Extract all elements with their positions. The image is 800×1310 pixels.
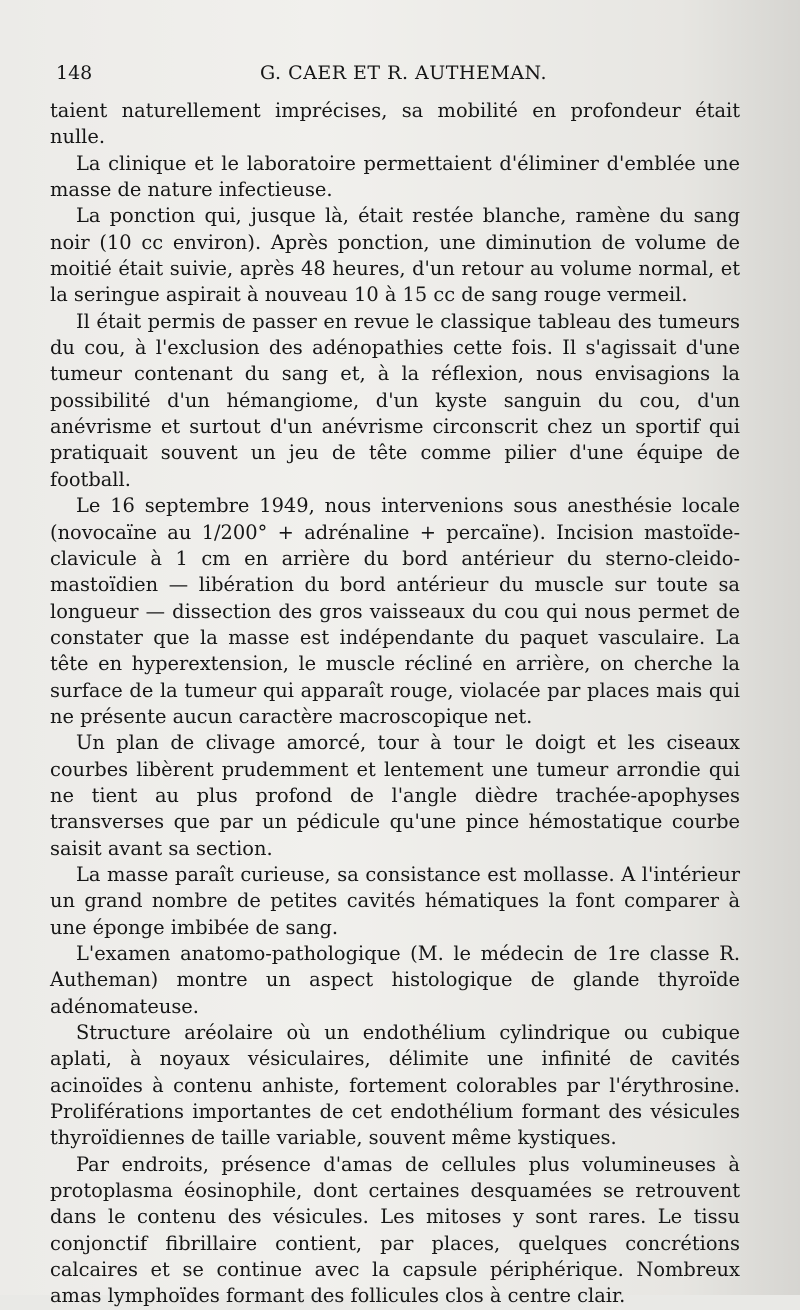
paragraph: Structure aréolaire où un endothélium cylindrique ou cubique aplati, à noyaux vésiculaires, délimite une infinité de cavités acinoïdes à contenu anhiste, fortement colorables par l'érythrosine. Proliférations importantes de cet endothélium formant des vésicules thyroïdiennes de taille variable, souvent même kystiques.: [50, 1021, 740, 1150]
body-text: [50, 98, 740, 1310]
paragraph: La clinique et le laboratoire permettaient d'éliminer d'emblée une masse de nature infectieuse.: [50, 151, 740, 202]
paragraph: Un plan de clivage amorcé, tour à tour le doigt et les ciseaux courbes libèrent prudemment et lentement une tumeur arrondie qui ne tient au plus profond de l'angle dièdre trachée-apophyses transverses que par un pédicule qu'une pince hémostatique courbe saisit avant sa section.: [50, 731, 740, 860]
running-head: [50, 62, 740, 88]
paragraph: Par endroits, présence d'amas de cellules plus volumineuses à protoplasma éosinophile, dont certaines desquamées se retrouvent dans le contenu des vésicules. Les mitoses y sont rares. Le tissu conjonctif fibrillaire contient, par places, quelques concrétions calcaires et se continue avec la capsule périphérique. Nombreux amas lymphoïdes formant des follicules clos à centre clair.: [50, 1152, 740, 1308]
paragraph: La masse paraît curieuse, sa consistance est mollasse. A l'intérieur un grand nombre de petites cavités hématiques la font comparer à une éponge imbibée de sang.: [50, 862, 740, 939]
header-title: G. CAER ET R. AUTHEMAN.: [260, 62, 547, 84]
paragraph-continuation: taient naturellement imprécises, sa mobilité en profondeur était nulle.: [50, 99, 740, 149]
paragraph: La ponction qui, jusque là, était restée blanche, ramène du sang noir (10 cc environ). Après ponction, une diminution de volume de moitié était suivie, après 48 heures, d'un retour au volume normal, et la seringue aspirait à nouveau 10 à 15 cc de sang rouge vermeil.: [50, 204, 740, 307]
paragraph: Le 16 septembre 1949, nous intervenions sous anesthésie locale (novocaïne au 1/200° + adrénaline + percaïne). Incision mastoïde-clavicule à 1 cm en arrière du bord antérieur du sterno-cleido-mastoïdien — libération du bord antérieur du muscle sur toute sa longueur — dissection des gros vaisseaux du cou qui nous permet de constater que la masse est indépendante du paquet vasculaire. La tête en hyperextension, le muscle récliné en arrière, on cherche la surface de la tumeur qui apparaît rouge, violacée par places mais qui ne présente aucun caractère macroscopique net.: [50, 494, 740, 728]
paragraph: Il était permis de passer en revue le classique tableau des tumeurs du cou, à l'exclusion des adénopathies cette fois. Il s'agissait d'une tumeur contenant du sang et, à la réflexion, nous envisagions la possibilité d'un hémangiome, d'un kyste sanguin du cou, d'un anévrisme et surtout d'un anévrisme circonscrit chez un sportif qui pratiquait souvent un jeu de tête comme pilier d'une équipe de football.: [50, 309, 740, 491]
page-number: 148: [56, 62, 93, 84]
paragraph: L'examen anatomo-pathologique (M. le médecin de 1re classe R. Autheman) montre un aspect histologique de glande thyroïde adénomateuse.: [50, 942, 740, 1018]
